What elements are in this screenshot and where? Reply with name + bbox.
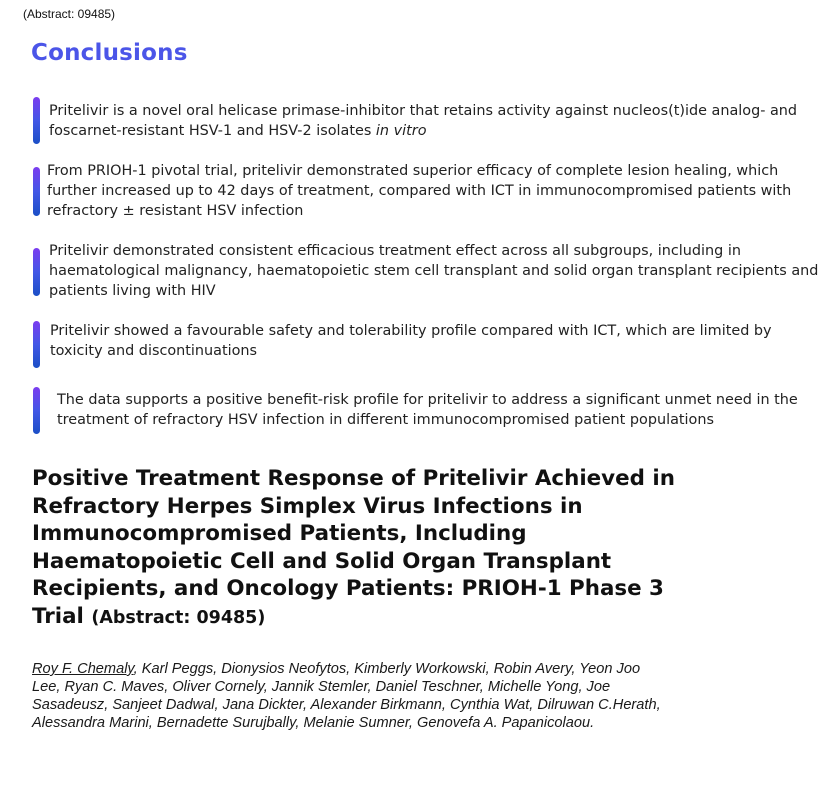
bullet-accent-bar (33, 248, 40, 296)
bullet-text: Pritelivir showed a favourable safety and tolerability profile compared with ICT, which are limited by toxicity and discontinuations (50, 323, 772, 359)
co-authors: , Karl Peggs, Dionysios Neofytos, Kimberly Workowski, Robin Avery, Yeon Joo Lee, Ryan C. Maves, Oliver Cornely, Jannik Stemler, Daniel Teschner, Michelle Yong, Joe Sasadeusz, Sanjeet Dadwal, Jana Dickter, Alexander Birkmann, Cynthia Wat, Dilruwan C.Herath, Alessandra Marini, Bernadette Surujbally, Melanie Sumner, Genovefa A. Papanicolaou. (32, 661, 661, 731)
bullet-text: Pritelivir demonstrated consistent efficacious treatment effect across all subgroups, including in haematological malignancy, haematopoietic stem cell transplant and solid organ transplant recipients and patients living with HIV (49, 243, 819, 299)
poster-title-main: Positive Treatment Response of Pritelivir Achieved in Refractory Herpes Simplex Virus Infections in Immunocompromised Patients, Including Haematopoietic Cell and Solid Organ Transplant Recipients, and Oncology Patients: PRIOH-1 Phase 3 Trial (32, 466, 675, 629)
bullet-accent-bar (33, 387, 40, 434)
bullet-accent-bar (33, 97, 40, 144)
conclusions-heading: Conclusions (31, 40, 188, 66)
bullet-text (49, 101, 819, 141)
bullet-accent-bar (33, 321, 40, 368)
author-list (32, 660, 672, 732)
bullet-text: The data supports a positive benefit-risk profile for pritelivir to address a significant unmet need in the treatment of refractory HSV infection in different immunocompromised patient populations (57, 392, 798, 428)
bullet-text: From PRIOH-1 pivotal trial, pritelivir demonstrated superior efficacy of complete lesion healing, which further increased up to 42 days of treatment, compared with ICT in immunocompromised patients with refractory ± resistant HSV infection (47, 163, 792, 219)
poster-title (32, 465, 722, 632)
poster-title-abstract-number: (Abstract: 09485) (91, 607, 266, 628)
bullet-text-main: Pritelivir is a novel oral helicase primase-inhibitor that retains activity against nucleos(t)ide analog- and foscarnet-resistant HSV-1 and HSV-2 isolates (49, 103, 798, 139)
abstract-number-tag: (Abstract: 09485) (23, 7, 116, 21)
presenting-author: Roy F. Chemaly (32, 661, 134, 677)
bullet-accent-bar (33, 167, 40, 216)
bullet-text-italic: in vitro (375, 123, 427, 139)
